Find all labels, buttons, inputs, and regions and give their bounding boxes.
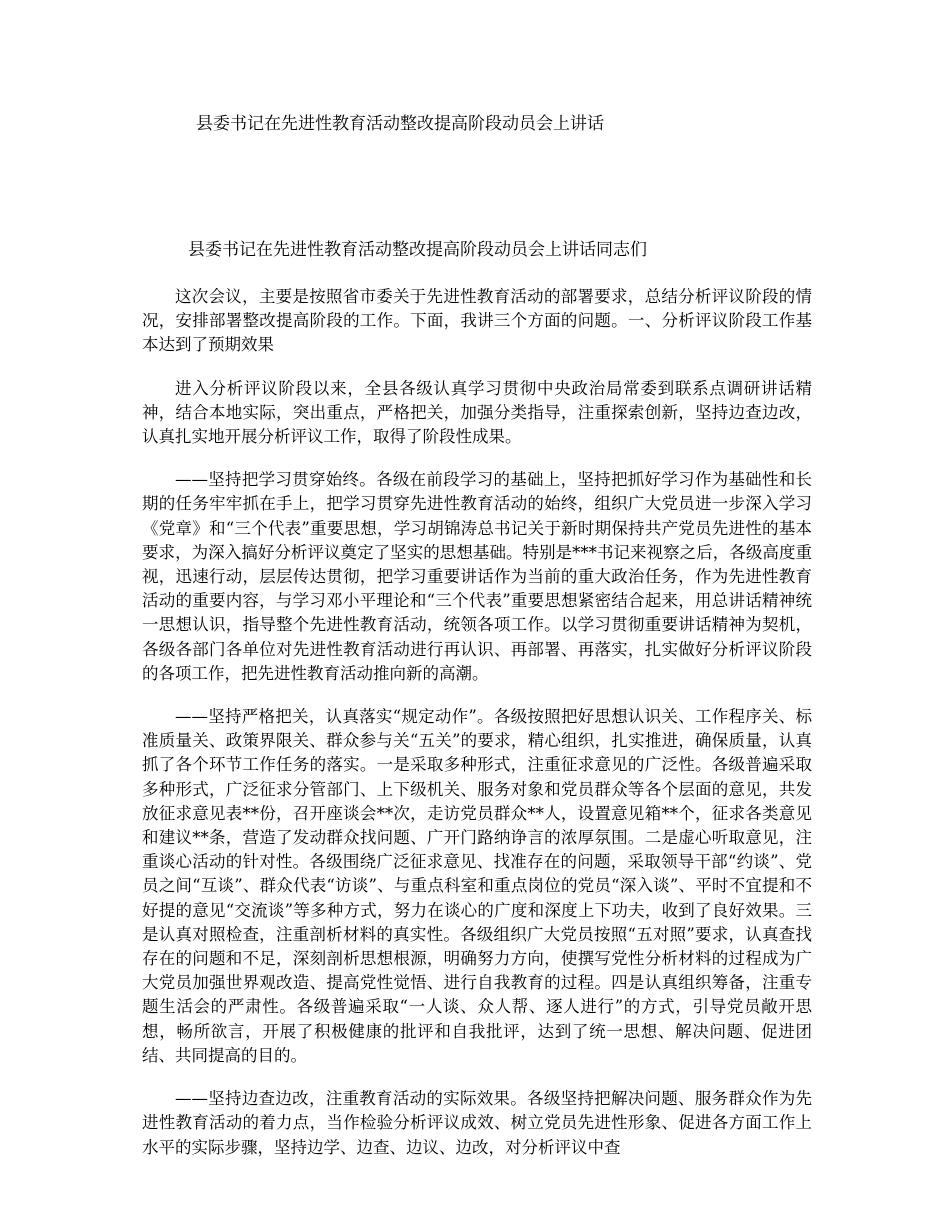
paragraph-5: ——坚持边查边改，注重教育活动的实际效果。各级坚持把解决问题、服务群众作为先进性教育活动的着力点，当作检验分析评议成效、树立党员先进性形象、促进各方面工作上水平的实际步骤，坚持边学、边查、边议、边改，对分析评议中查: [142, 1089, 812, 1157]
document-body: [142, 285, 812, 1179]
document-subtitle: 县委书记在先进性教育活动整改提高阶段动员会上讲话同志们: [188, 240, 647, 260]
paragraph-3: ——坚持把学习贯穿始终。各级在前段学习的基础上，坚持把抓好学习作为基础性和长期的任务牢牢抓在手上，把学习贯穿先进性教育活动的始终，组织广大党员进一步深入学习《党章》和“三个代表”重要思想，学习胡锦涛总书记关于新时期保持共产党员先进性的基本要求，为深入搞好分析评议奠定了坚实的思想基础。特别是***书记来视察之后，各级高度重视，迅速行动，层层传达贯彻，把学习重要讲话作为当前的重大政治任务，作为先进性教育活动的重要内容，与学习邓小平理论和“三个代表”重要思想紧密结合起来，用总讲话精神统一思想认识，指导整个先进性教育活动，统领各项工作。以学习贯彻重要讲话精神为契机，各级各部门各单位对先进性教育活动进行再认识、再部署、再落实，扎实做好分析评议阶段的各项工作，把先进性教育活动推向新的高潮。: [142, 470, 812, 683]
paragraph-4: ——坚持严格把关，认真落实“规定动作”。各级按照把好思想认识关、工作程序关、标准质量关、政策界限关、群众参与关“五关”的要求，精心组织，扎实推进，确保质量，认真抓了各个环节工作任务的落实。一是采取多种形式，注重征求意见的广泛性。各级普遍采取多种形式，广泛征求分管部门、上下级机关、服务对象和党员群众等各个层面的意见，共发放征求意见表**份，召开座谈会**次，走访党员群众**人，设置意见箱**个，征求各类意见和建议**条，营造了发动群众找问题、广开门路纳诤言的浓厚氛围。二是虚心听取意见，注重谈心活动的针对性。各级围绕广泛征求意见、找准存在的问题，采取领导干部“约谈”、党员之间“互谈”、群众代表“访谈”、与重点科室和重点岗位的党员“深入谈”、平时不宜提和不好提的意见“交流谈”等多种方式，努力在谈心的广度和深度上下功夫，收到了良好效果。三是认真对照检查，注重剖析材料的真实性。各级组织广大党员按照“五对照”要求，认真查找存在的问题和不足，深刻剖析思想根源，明确努力方向，使撰写党性分析材料的过程成为广大党员加强世界观改造、提高党性觉悟、进行自我教育的过程。四是认真组织筹备，注重专题生活会的严肃性。各级普遍采取“一人谈、众人帮、逐人进行”的方式，引导党员敞开思想，畅所欲言，开展了积极健康的批评和自我批评，达到了统一思想、解决问题、促进团结、共同提高的目的。: [142, 707, 812, 1065]
paragraph-2: 进入分析评议阶段以来，全县各级认真学习贯彻中央政治局常委到联系点调研讲话精神，结合本地实际，突出重点，严格把关，加强分类指导，注重探索创新，坚持边查边改，认真扎实地开展分析评议工作，取得了阶段性成果。: [142, 378, 812, 447]
document-title: 县委书记在先进性教育活动整改提高阶段动员会上讲话: [196, 114, 604, 134]
paragraph-1: 这次会议，主要是按照省市委关于先进性教育活动的部署要求，总结分析评议阶段的情况，安排部署整改提高阶段的工作。下面，我讲三个方面的问题。一、分析评议阶段工作基本达到了预期效果: [142, 287, 812, 355]
